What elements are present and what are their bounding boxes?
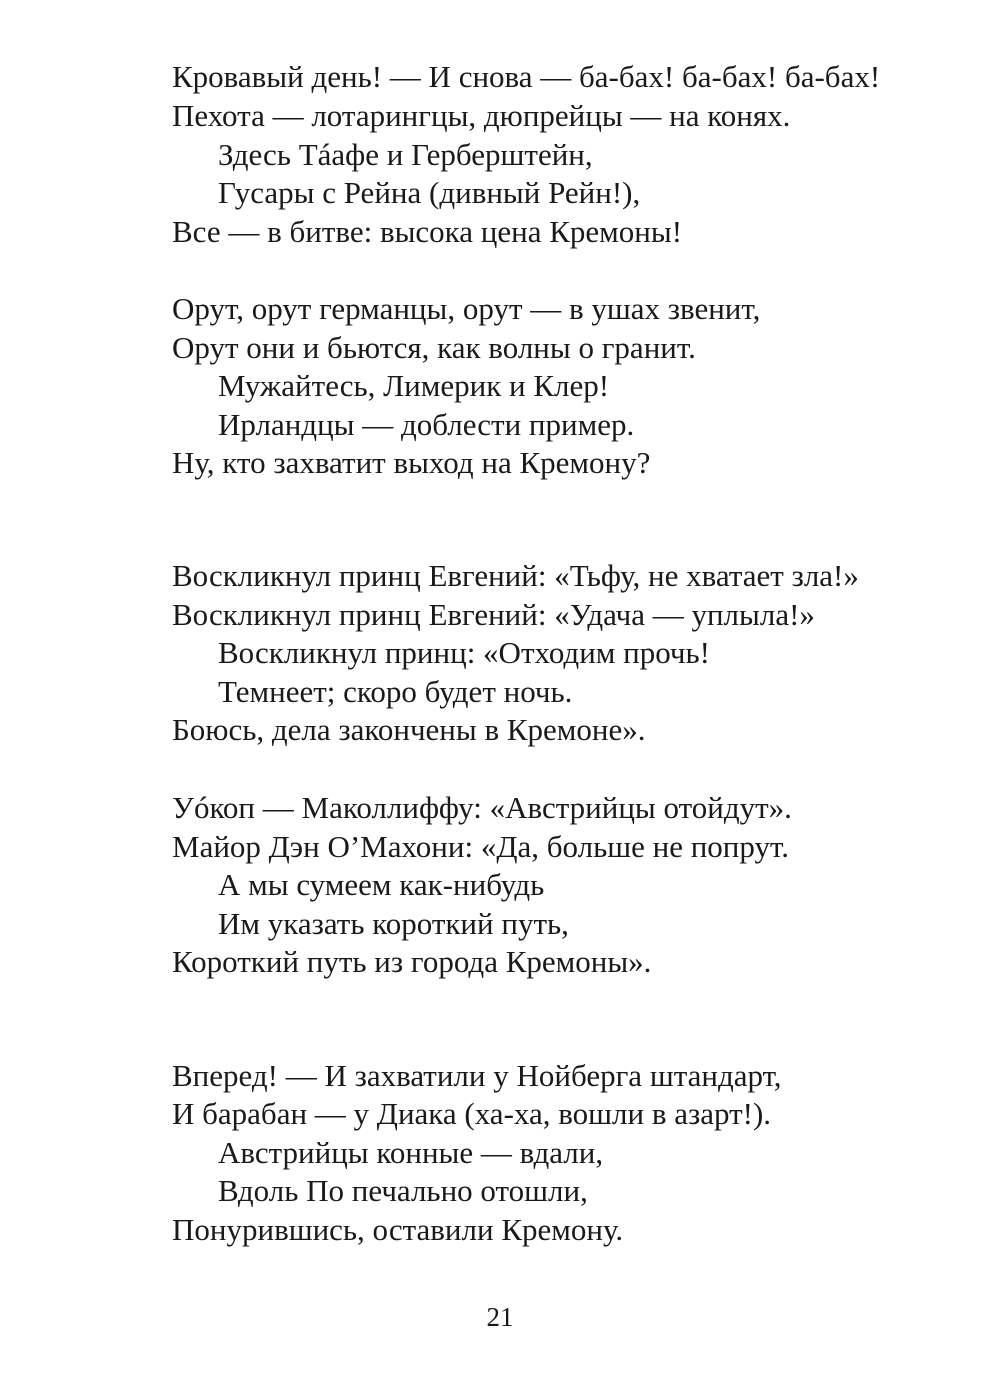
verse-line: Понурившись, оставили Кремону.: [172, 1212, 624, 1247]
verse-line-indented: Ирландцы — доблести пример.: [218, 407, 635, 442]
verse-line: Боюсь, дела закончены в Кремоне».: [172, 712, 646, 747]
verse-line-indented: А мы сумеем как-нибудь: [218, 867, 545, 902]
verse-line: Орут, орут германцы, орут — в ушах звенит,: [172, 291, 761, 326]
verse-line: Майор Дэн О’Махони: «Да, больше не попрут.: [172, 829, 789, 864]
verse-line: Кровавый день! — И снова — ба-бах! ба-бах! ба-бах!: [172, 59, 881, 94]
verse-line: Пехота — лотарингцы, дюпрейцы — на конях.: [172, 98, 791, 133]
verse-line: Все — в битве: высока цена Кремоны!: [172, 214, 683, 249]
verse-line: Вперед! — И захватили у Нойберга штандарт,: [172, 1058, 782, 1093]
verse-line: Воскликнул принц Евгений: «Удача — уплыла!»: [172, 597, 815, 632]
verse-line-indented: Австрийцы конные — вдали,: [218, 1135, 604, 1170]
verse-line-indented: Им указать короткий путь,: [218, 906, 569, 941]
verse-line-indented: Темнеет; скоро будет ночь.: [218, 674, 573, 709]
verse-line-indented: Здесь Тáафе и Герберштейн,: [218, 137, 593, 172]
verse-line: Уóкоп — Маколлиффу: «Австрийцы отойдут».: [172, 790, 792, 825]
verse-line: Орут они и бьются, как волны о гранит.: [172, 330, 696, 365]
verse-line-indented: Гусары с Рейна (дивный Рейн!),: [218, 175, 641, 210]
verse-line: Ну, кто захватит выход на Кремону?: [172, 445, 651, 480]
verse-line: Воскликнул принц Евгений: «Тьфу, не хватает зла!»: [172, 558, 859, 593]
verse-line-indented: Мужайтесь, Лимерик и Клер!: [218, 368, 610, 403]
page-number: 21: [486, 1302, 514, 1332]
verse-line-indented: Вдоль По печально отошли,: [218, 1173, 588, 1208]
verse-line: И барабан — у Диака (ха-ха, вошли в азарт!).: [172, 1096, 772, 1131]
verse-line: Короткий путь из города Кремоны».: [172, 944, 652, 979]
verse-line-indented: Воскликнул принц: «Отходим прочь!: [218, 635, 710, 670]
